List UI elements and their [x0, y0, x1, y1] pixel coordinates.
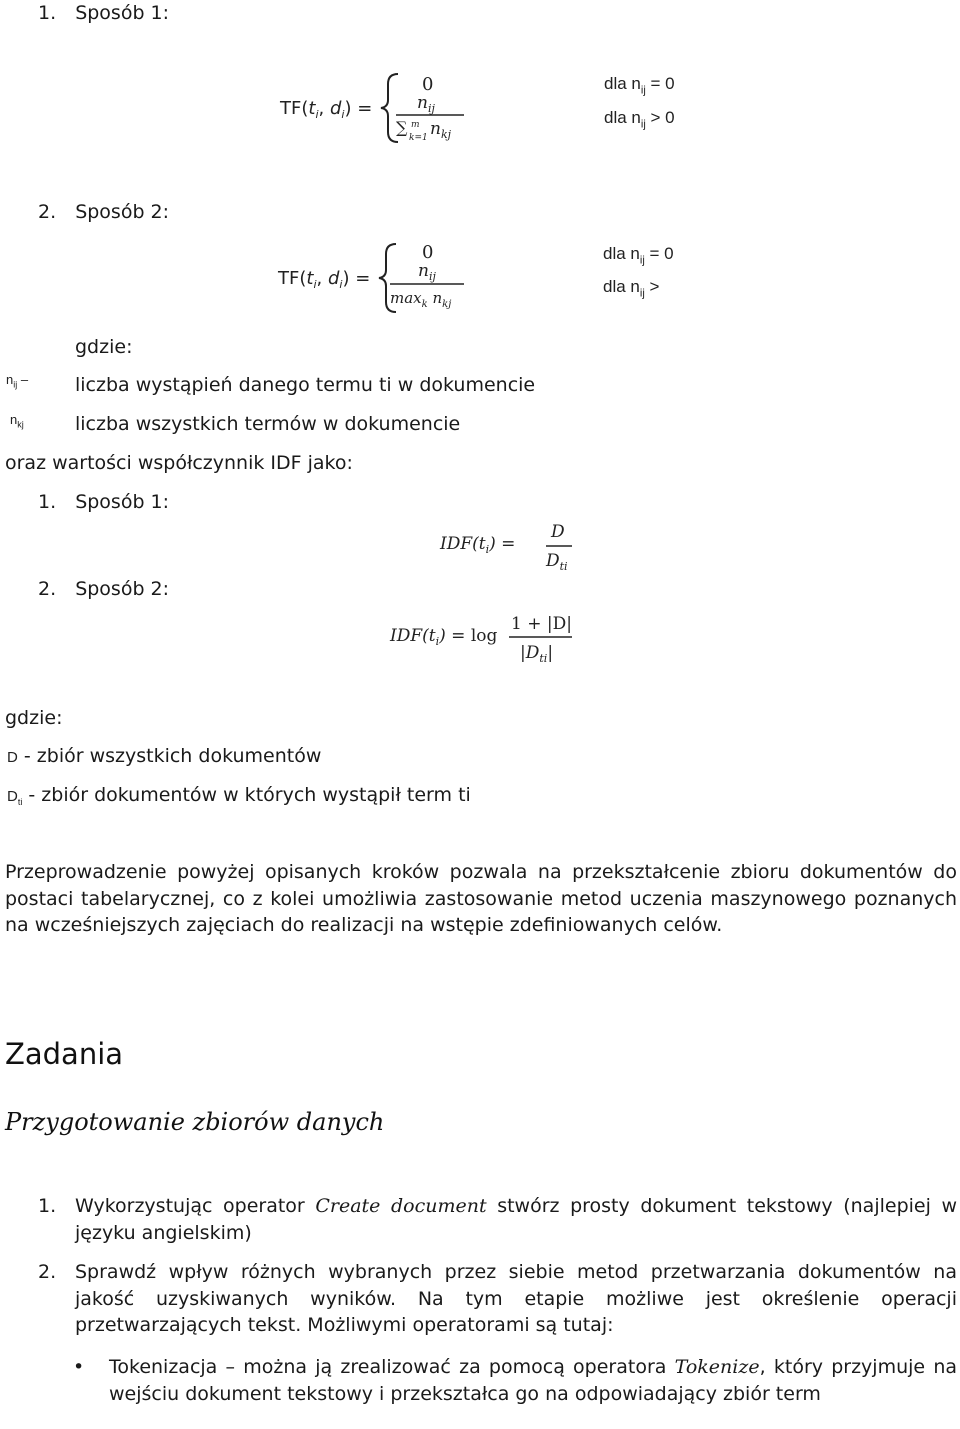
svg-text:IDF(ti) = log: $IDF(t_i) = \log$ — [390, 626, 498, 648]
list-number: 1. — [38, 491, 57, 513]
svg-text:D: D — [551, 522, 565, 542]
list-label: Sposób 2: — [75, 578, 170, 600]
idf-formula-1 — [440, 520, 620, 580]
tf-formula-1-cond-pos: dla $n_{ij} > 0$ — [604, 108, 675, 131]
nkj-symbol: $n_{kj}$ — [10, 412, 24, 430]
tf-formula-1-cond-zero: dla $n_{ij} = 0$ — [604, 74, 675, 97]
list-label: Sposób 1: — [75, 491, 170, 513]
tf-method2-item — [38, 201, 169, 223]
svg-text:1 + |D|: 1 + |D| — [511, 614, 572, 634]
list-label: Sposób 1: — [75, 2, 170, 24]
operator-name: Create document — [315, 1195, 487, 1217]
svg-text:TF(ti, di) =: $TF(t_i$, $d_i$) = — [278, 268, 371, 291]
idf-formula-2-graphic — [390, 610, 590, 670]
svg-text:nkj: $n_{kj}$ — [430, 119, 452, 141]
list-number: 2. — [38, 578, 57, 600]
svg-text:TF(ti, di) =: $TF(t_i$, $d_i$) = — [280, 98, 373, 121]
tf-formula-2-cond-pos: dla $n_{ij}$ > — [603, 277, 660, 300]
heading-prepare-datasets: Przygotowanie zbiorów danych — [5, 1108, 385, 1136]
d-symbol: D — [7, 749, 18, 766]
task-text: Sprawdź wpływ różnych wybranych przez siebie metod przetwarzania dokumentów na jakość uzyskiwanych wyników. Na tym etapie możliwe jest określenie operacji przetwarzających tekst. Możliwymi operatorami są tutaj: — [75, 1261, 957, 1336]
dti-definition — [7, 784, 471, 807]
tf-formula-2-cond-zero: dla $n_{ij} = 0$ — [603, 244, 674, 267]
list-number: 1. — [38, 2, 57, 24]
heading-tasks: Zadania — [5, 1037, 124, 1071]
svg-text:maxk nkj: $\max_k n_{kj}$ — [390, 289, 452, 310]
operator-name: Tokenize — [674, 1356, 760, 1378]
svg-text:k=1: k=1 — [409, 133, 428, 143]
idf-where-label: gdzie: — [5, 707, 63, 729]
nij-symbol: $n_{ij}$ – — [6, 372, 29, 390]
idf-formula-2 — [390, 610, 590, 670]
idf-formula-1-graphic — [440, 520, 620, 580]
nkj-description: liczba wszystkich termów w dokumencie — [75, 413, 461, 435]
task-text: Wykorzystując operator Create document stwórz prosty dokument tekstowy (najlepiej w języku angielskim) — [75, 1195, 958, 1244]
bullet-text: Tokenizacja – można ją zrealizować za pomocą operatora Tokenize, który przyjmuje na wejściu dokument tekstowy i przekształca go na odpowiadający zbiór term — [109, 1356, 958, 1405]
tf-where-label: gdzie: — [75, 336, 133, 358]
list-number: 2. — [38, 201, 57, 223]
tf-method1-item — [38, 2, 169, 24]
svg-text:0: 0 — [422, 74, 434, 95]
svg-text:|Dti|: $|D_{ti}|$ — [520, 643, 554, 665]
idf-intro: oraz wartości współczynnik IDF jako: — [5, 452, 353, 474]
svg-text:m: m — [411, 120, 420, 130]
svg-text:∑: ∑ — [396, 118, 408, 137]
svg-text:nij: $n_{ij}$ — [417, 93, 435, 115]
svg-text:0: 0 — [422, 242, 434, 263]
list-label: Sposób 2: — [75, 201, 170, 223]
idf-method1-item — [38, 491, 169, 513]
svg-text:nij: $n_{ij}$ — [418, 261, 436, 283]
task-number: 2. — [38, 1261, 57, 1283]
dti-symbol: $D_{ti}$ — [7, 788, 23, 807]
svg-text:IDF(ti) =: $IDF(t_i)$ = — [440, 534, 516, 556]
summary-paragraph: Przeprowadzenie powyżej opisanych kroków pozwala na przekształcenie zbioru dokumentów do postaci tabelarycznej, co z kolei umożliwia zastosowanie metod uczenia maszynowego poznanych na wcześniejszych zajęciach do realizacji na wstępie zdefiniowanych celów. — [5, 861, 957, 936]
idf-method2-item — [38, 578, 169, 600]
bullet-icon: • — [73, 1356, 85, 1378]
dti-description: - zbiór dokumentów w których wystąpił term ti — [22, 784, 471, 806]
task-number: 1. — [38, 1195, 57, 1217]
d-description: - zbiór wszystkich dokumentów — [17, 745, 322, 767]
svg-text:Dti: $D_{ti}$ — [546, 551, 568, 573]
d-definition — [7, 745, 321, 767]
nij-description: liczba wystąpień danego termu ti w dokumencie — [75, 374, 536, 396]
